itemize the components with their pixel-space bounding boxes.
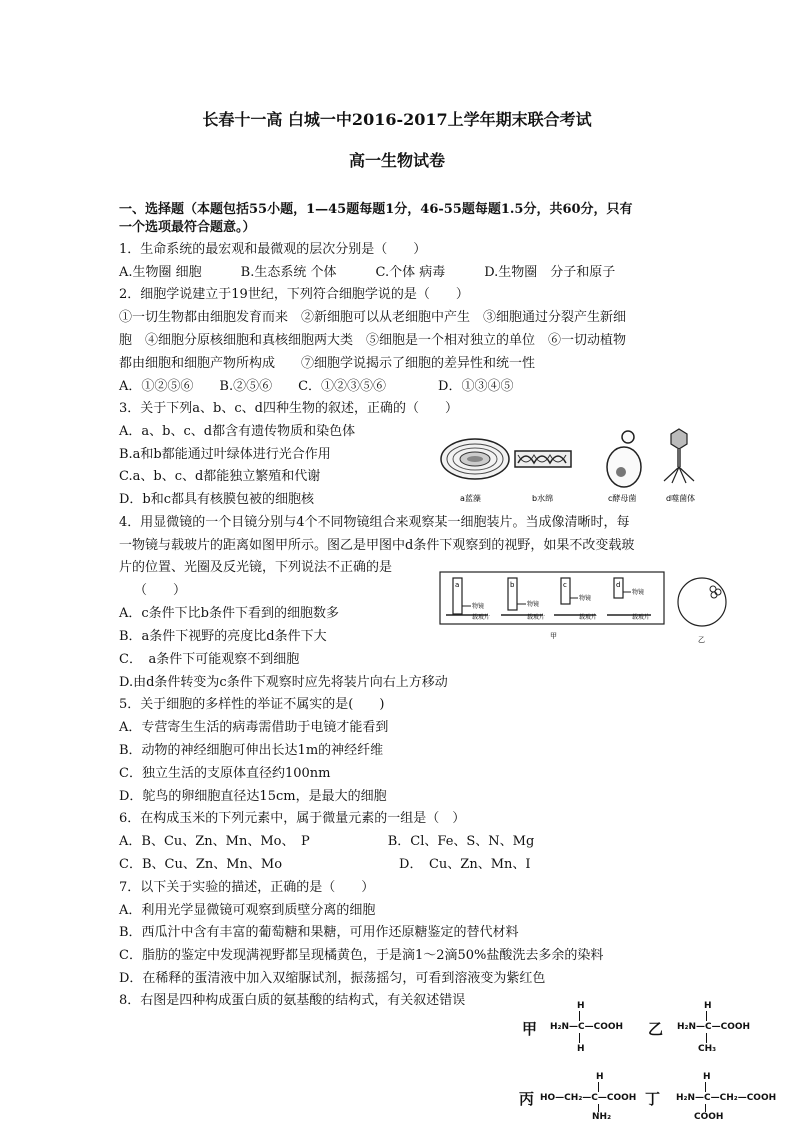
svg-text:a: a	[455, 581, 460, 589]
q8-yi-h: H	[704, 1001, 712, 1011]
q1-options: A.生物圈 细胞 B.生态系统 个体 C.个体 病毒 D.生物圈 分子和原子	[119, 265, 616, 280]
q3-label-b: b水绵	[532, 494, 554, 503]
svg-text:物镜: 物镜	[579, 595, 592, 602]
q2-line2: 胞 ④细胞分原核细胞和真核细胞两大类 ⑤细胞是一个相对独立的单位 ⑥一切动植物	[119, 333, 627, 348]
q7-option-a: A．利用光学显微镜可观察到质壁分离的细胞	[119, 903, 376, 918]
q4-line1: 4．用显微镜的一个目镜分别与4个不同物镜组合来观察某一细胞装片。当成像清晰时，每	[119, 515, 630, 530]
yeast-drawing	[607, 431, 641, 487]
q4-option-b: B．a条件下视野的亮度比d条件下大	[119, 629, 327, 644]
exam-subtitle: 高一生物试卷	[348, 151, 445, 170]
q4-figure-yi	[676, 574, 736, 646]
q7-stem: 7．以下关于实验的描述，正确的是（ ）	[119, 880, 375, 895]
q3-label-d: d噬菌体	[666, 494, 696, 503]
q4-figure-jia	[438, 570, 666, 642]
q4-paren: （ ）	[134, 583, 187, 598]
svg-text:载玻片: 载玻片	[579, 614, 598, 621]
cyanobacteria-drawing	[441, 439, 509, 479]
q8-bing-sub: NH₂	[592, 1112, 612, 1122]
section-heading-line1: 一、选择题（本题包括55小题，1—45题每题1分，46-55题每题1.5分，共60分，只有	[119, 202, 633, 217]
q8-ding-main: H₂N—C—CH₂—COOH	[676, 1093, 777, 1103]
q1-stem: 1．生命系统的最宏观和最微观的层次分别是（ ）	[119, 242, 427, 257]
q8-jia-h2: H	[577, 1044, 585, 1054]
q8-ding-sub: COOH	[694, 1112, 724, 1122]
svg-text:d: d	[616, 581, 621, 589]
q4-line2: 一物镜与载玻片的距离如图甲所示。图乙是甲图中d条件下观察到的视野，如果不改变载玻	[119, 538, 635, 553]
q2-line3: 都由细胞和细胞产物所构成 ⑦细胞学说揭示了细胞的差异性和统一性	[119, 356, 536, 371]
svg-text:物镜: 物镜	[632, 589, 645, 596]
q5-option-d: D．鸵鸟的卵细胞直径达15cm，是最大的细胞	[119, 789, 387, 804]
q7-option-d: D．在稀释的蛋清液中加入双缩脲试剂，振荡摇匀，可看到溶液变为紫红色	[119, 971, 546, 986]
q4-label-jia: 甲	[550, 632, 557, 640]
svg-text:物镜: 物镜	[527, 601, 540, 608]
svg-text:载玻片: 载玻片	[472, 614, 491, 621]
q5-option-b: B．动物的神经细胞可伸出长达1m的神经纤维	[119, 743, 384, 758]
q6-options-cd: C．B、Cu、Zn、Mn、Mo D． Cu、Zn、Mn、I	[119, 857, 531, 872]
q3-organisms-figure	[438, 425, 706, 507]
q8-bing-main: HO—CH₂—C—COOH	[540, 1093, 637, 1103]
q3-option-a: A．a、b、c、d都含有遗传物质和染色体	[119, 424, 356, 439]
q8-jia-main: H₂N—C—COOH	[550, 1022, 624, 1032]
q4-option-a: A．c条件下比b条件下看到的细胞数多	[119, 606, 339, 621]
q3-option-b: B.a和b都能通过叶绿体进行光合作用	[119, 447, 331, 462]
q8-label-jia: 甲	[522, 1020, 538, 1038]
q3-label-a: a蓝藻	[460, 494, 481, 503]
q4-line3: 片的位置、光圈及反光镜，下列说法不正确的是	[119, 560, 393, 575]
q8-jia-h: H	[577, 1001, 585, 1011]
q8-ding-h: H	[703, 1072, 711, 1082]
q8-label-ding: 丁	[645, 1090, 661, 1108]
q5-option-a: A．专营寄生生活的病毒需借助于电镜才能看到	[119, 720, 389, 735]
svg-text:载玻片: 载玻片	[632, 614, 651, 621]
q3-stem: 3．关于下列a、b、c、d四种生物的叙述，正确的（ ）	[119, 401, 458, 416]
q7-option-c: C．脂肪的鉴定中发现满视野都呈现橘黄色，于是滴1～2滴50%盐酸洗去多余的染料	[119, 948, 604, 963]
q6-stem: 6．在构成玉米的下列元素中，属于微量元素的一组是（ ）	[119, 811, 466, 826]
q2-options: A．①②⑤⑥ B.②⑤⑥ C．①②③⑤⑥ D．①③④⑤	[119, 379, 514, 394]
q3-label-c: c酵母菌	[608, 494, 637, 503]
q4-option-d: D.由d条件转变为c条件下观察时应先将装片向右上方移动	[119, 675, 448, 690]
section-heading-line2: 一个选项最符合题意。）	[119, 220, 256, 235]
q8-label-yi: 乙	[648, 1020, 664, 1038]
q8-bing-h: H	[596, 1072, 604, 1082]
q4-label-yi: 乙	[698, 636, 705, 644]
q4-option-c: C． a条件下可能观察不到细胞	[119, 652, 300, 667]
svg-text:物镜: 物镜	[472, 603, 485, 610]
q8-yi-sub: CH₃	[698, 1044, 717, 1054]
svg-text:载玻片: 载玻片	[527, 614, 546, 621]
q5-stem: 5．关于细胞的多样性的举证不属实的是( )	[119, 697, 385, 712]
bacteriophage-drawing	[664, 429, 694, 483]
q2-stem: 2．细胞学说建立于19世纪，下列符合细胞学说的是（ ）	[119, 287, 469, 302]
q6-options-ab: A．B、Cu、Zn、Mn、Mo、 P B．Cl、Fe、S、N、Mg	[119, 834, 535, 849]
q3-option-d: D．b和c都具有核膜包被的细胞核	[119, 492, 315, 507]
q5-option-c: C．独立生活的支原体直径约100nm	[119, 766, 331, 781]
q8-yi-main: H₂N—C—COOH	[677, 1022, 751, 1032]
q3-option-c: C.a、b、c、d都能独立繁殖和代谢	[119, 469, 321, 484]
svg-text:c: c	[563, 581, 567, 589]
q2-line1: ①一切生物都由细胞发育而来 ②新细胞可以从老细胞中产生 ③细胞通过分裂产生新细	[119, 310, 627, 325]
q8-stem: 8．右图是四种构成蛋白质的氨基酸的结构式，有关叙述错误	[119, 993, 466, 1008]
q8-label-bing: 丙	[519, 1090, 535, 1108]
q7-option-b: B．西瓜汁中含有丰富的葡萄糖和果糖，可用作还原糖鉴定的替代材料	[119, 925, 519, 940]
spirogyra-drawing	[515, 451, 571, 467]
exam-title: 长春十一高 白城一中2016-2017上学年期末联合考试	[202, 110, 592, 129]
svg-text:b: b	[510, 581, 515, 589]
